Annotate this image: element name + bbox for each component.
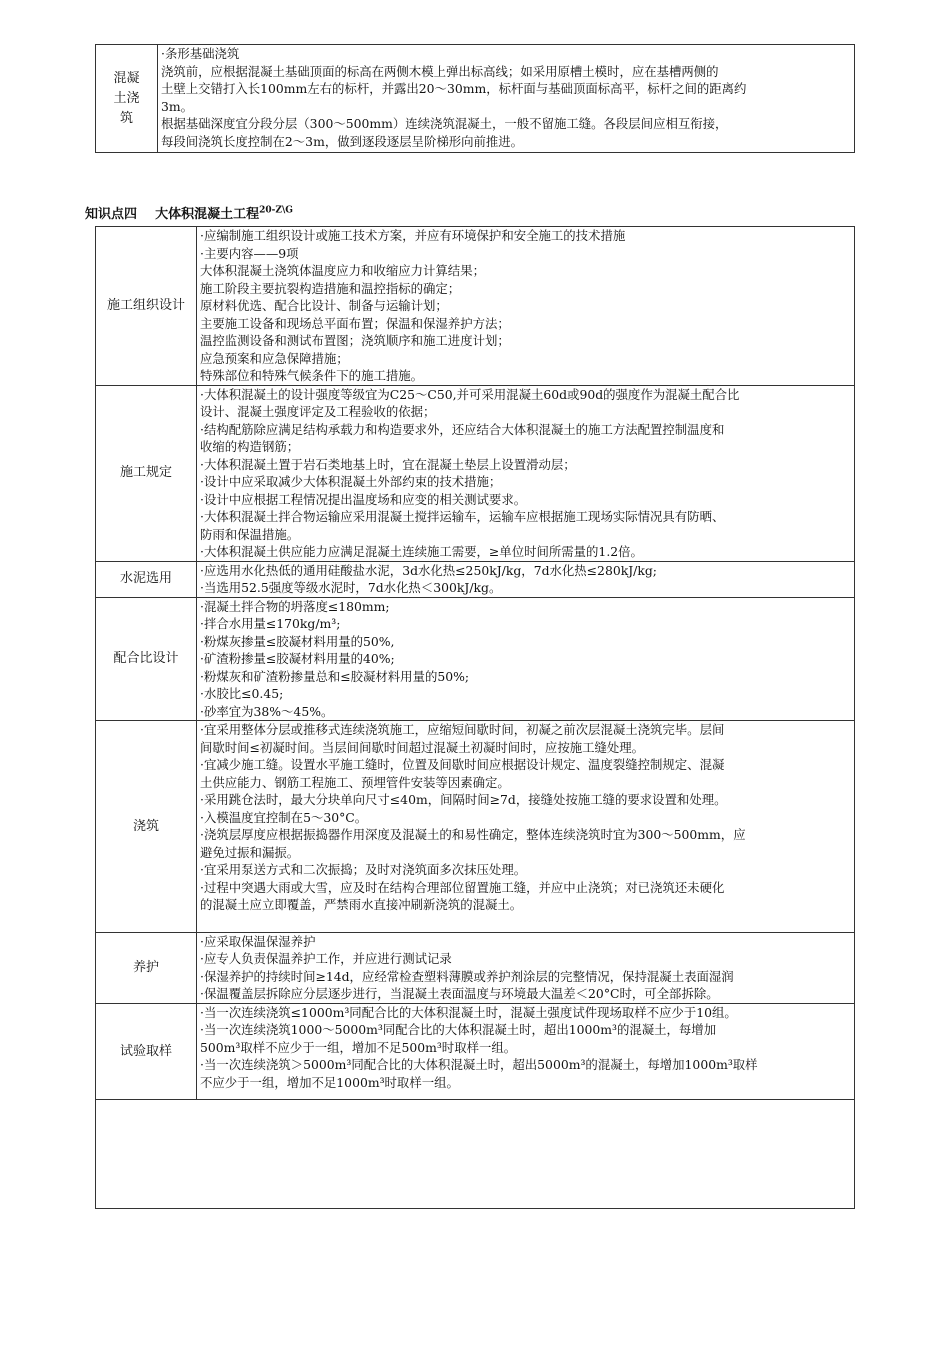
content-line: ·设计中应采取减少大体积混凝土外部约束的技术措施； bbox=[200, 474, 502, 489]
content-line: ·大体积混凝土拌合物运输应采用混凝土搅拌运输车，运输车应根据施工现场实际情况具有防晒、 bbox=[200, 509, 725, 524]
table-row bbox=[96, 385, 855, 561]
content-line: ·大体积混凝土供应能力应满足混凝土连续施工需要，≥单位时间所需量的1.2倍。 bbox=[200, 544, 643, 559]
row-label: 水泥选用 bbox=[96, 561, 197, 597]
content-line: 大体积混凝土浇筑体温度应力和收缩应力计算结果； bbox=[200, 263, 485, 278]
row-content bbox=[197, 721, 855, 933]
content-line: ·粉煤灰掺量≤胶凝材料用量的50%, bbox=[200, 633, 395, 649]
row-label: 试验取样 bbox=[96, 1003, 197, 1100]
content-line: ·大体积混凝土的设计强度等级宜为C25～C50,并可采用混凝土60d或90d的强度作为混凝土配合比 bbox=[200, 386, 740, 402]
content-line: 土供应能力、钢筋工程施工、预埋管件安装等因素确定。 bbox=[200, 774, 510, 790]
row-content bbox=[197, 1003, 855, 1100]
content-line: ·拌合水用量≤170kg/m³; bbox=[200, 616, 341, 631]
content-line: ·水胶比≤0.45; bbox=[200, 686, 284, 701]
row-content bbox=[158, 45, 855, 153]
content-line: 土壁上交错打入长100mm左右的标杆，并露出20～30mm，标杆面与基础顶面标高平，标杆之间的距离约 bbox=[161, 81, 747, 96]
content-line: 特殊部位和特殊气候条件下的施工措施。 bbox=[200, 368, 424, 383]
top-table bbox=[95, 44, 855, 153]
blank-cell bbox=[96, 1100, 855, 1209]
content-line: ·矿渣粉掺量≤胶凝材料用量的40%; bbox=[200, 651, 395, 666]
content-line: 应急预案和应急保障措施； bbox=[200, 350, 349, 366]
table-row bbox=[96, 1003, 855, 1100]
row-content bbox=[197, 597, 855, 721]
content-line: ·保湿养护的持续时间≥14d，应经常检查塑料薄膜或养护剂涂层的完整情况，保持混凝土表面湿润 bbox=[200, 968, 734, 984]
content-line: 避免过振和漏振。 bbox=[200, 844, 300, 860]
content-line: ·当一次连续浇筑≤1000m³同配合比的大体积混凝土时，混凝土强度试件现场取样不应少于10组。 bbox=[200, 1004, 737, 1020]
main-table bbox=[95, 226, 855, 1209]
content-line: ·条形基础浇筑 bbox=[161, 46, 240, 61]
section-heading bbox=[85, 203, 293, 222]
content-line: ·砂率宜为38%～45%。 bbox=[200, 703, 334, 719]
row-label: 混凝土浇筑 bbox=[96, 45, 158, 153]
content-line: 施工阶段主要抗裂构造措施和温控指标的确定； bbox=[200, 280, 461, 296]
content-line: ·宜采用整体分层或推移式连续浇筑施工，应缩短间歇时间，初凝之前次层混凝土浇筑完毕。层间 bbox=[200, 722, 725, 737]
heading-tag: 20-Z\G bbox=[259, 205, 293, 216]
content-line: ·粉煤灰和矿渣粉掺量总和≤胶凝材料用量的50%; bbox=[200, 668, 470, 684]
content-line: ·当一次连续浇筑＞5000m³同配合比的大体积混凝土时，超出5000m³的混凝土，每增加1000m³取样 bbox=[200, 1057, 758, 1072]
content-line: ·主要内容——9项 bbox=[200, 245, 299, 261]
content-line: 每段间浇筑长度控制在2～3m，做到逐段逐层呈阶梯形向前推进。 bbox=[161, 133, 524, 149]
row-content bbox=[197, 385, 855, 561]
content-line: 防雨和保温措施。 bbox=[200, 526, 300, 542]
content-line: ·结构配筋除应满足结构承载力和构造要求外，还应结合大体积混凝土的施工方法配置控制温度和 bbox=[200, 421, 725, 437]
content-line: ·设计中应根据工程情况提出温度场和应变的相关测试要求。 bbox=[200, 491, 527, 507]
table-row bbox=[96, 45, 855, 153]
content-line: 3m。 bbox=[161, 98, 194, 114]
content-line: ·采用跳仓法时，最大分块单向尺寸≤40m，间隔时间≥7d，接缝处按施工缝的要求设置和处理。 bbox=[200, 792, 727, 807]
table-row bbox=[96, 561, 855, 597]
content-line: 500m³取样不应少于一组，增加不足500m³时取样一组。 bbox=[200, 1039, 517, 1055]
table-row bbox=[96, 932, 855, 1003]
content-line: ·当一次连续浇筑1000～5000m³同配合比的大体积混凝土时，超出1000m³的混凝土，每增加 bbox=[200, 1022, 717, 1037]
content-line: ·大体积混凝土置于岩石类地基上时，宜在混凝土垫层上设置滑动层； bbox=[200, 456, 576, 472]
content-line: ·当选用52.5强度等级水泥时，7d水化热＜300kJ/kg。 bbox=[200, 580, 502, 595]
content-line: 设计、混凝土强度评定及工程验收的依据； bbox=[200, 404, 436, 419]
content-line: ·保温覆盖层拆除应分层逐步进行，当混凝土表面温度与环境最大温差＜20°C时，可全部拆除。 bbox=[200, 986, 719, 1001]
table-row bbox=[96, 227, 855, 386]
row-content bbox=[197, 561, 855, 597]
content-line: ·应采取保温保湿养护 bbox=[200, 933, 316, 949]
content-line: ·应编制施工组织设计或施工技术方案，并应有环境保护和安全施工的技术措施 bbox=[200, 228, 626, 243]
content-line: ·应专人负责保温养护工作，并应进行测试记录 bbox=[200, 951, 452, 966]
heading-prefix: 知识点四 bbox=[85, 207, 138, 222]
content-line: 收缩的构造钢筋； bbox=[200, 439, 300, 454]
content-line: 不应少于一组，增加不足1000m³时取样一组。 bbox=[200, 1074, 459, 1090]
table-row bbox=[96, 721, 855, 933]
content-line: 温控监测设备和测试布置图；浇筑顺序和施工进度计划； bbox=[200, 333, 510, 348]
content-line: 主要施工设备和现场总平面布置；保温和保湿养护方法； bbox=[200, 315, 510, 331]
row-label: 配合比设计 bbox=[96, 597, 197, 721]
content-line: ·宜减少施工缝。设置水平施工缝时，位置及间歇时间应根据设计规定、温度裂缝控制规定、混凝 bbox=[200, 757, 725, 772]
content-line: 根据基础深度宜分段分层（300～500mm）连续浇筑混凝土，一般不留施工缝。各段层间应相互衔接， bbox=[161, 116, 728, 131]
table-row bbox=[96, 597, 855, 721]
blank-row bbox=[96, 1100, 855, 1209]
row-content bbox=[197, 932, 855, 1003]
row-label: 浇筑 bbox=[96, 721, 197, 933]
content-line: 间歇时间≤初凝时间。当层间间歇时间超过混凝土初凝时间时，应按施工缝处理。 bbox=[200, 739, 645, 755]
content-line: ·过程中突遇大雨或大雪，应及时在结构合理部位留置施工缝，并应中止浇筑；对已浇筑还未硬化 bbox=[200, 879, 725, 895]
content-line: 的混凝土应立即覆盖，严禁雨水直接冲刷新浇筑的混凝土。 bbox=[200, 897, 523, 912]
content-line: ·混凝土拌合物的坍落度≤180mm; bbox=[200, 598, 390, 614]
content-line: ·入模温度宜控制在5～30°C。 bbox=[200, 809, 368, 825]
content-line: ·浇筑层厚度应根据振捣器作用深度及混凝土的和易性确定，整体连续浇筑时宜为300～500mm，应 bbox=[200, 827, 746, 842]
row-label: 施工组织设计 bbox=[96, 227, 197, 386]
row-label: 养护 bbox=[96, 932, 197, 1003]
row-content bbox=[197, 227, 855, 386]
heading-title: 大体积混凝土工程 bbox=[155, 207, 260, 222]
content-line: 浇筑前，应根据混凝土基础顶面的标高在两侧木模上弹出标高线；如采用原槽土模时，应在基槽两侧的 bbox=[161, 63, 719, 79]
content-line: ·宜采用泵送方式和二次振捣；及时对浇筑面多次抹压处理。 bbox=[200, 862, 527, 877]
content-line: 原材料优选、配合比设计、制备与运输计划； bbox=[200, 298, 448, 313]
row-label: 施工规定 bbox=[96, 385, 197, 561]
content-line: ·应选用水化热低的通用硅酸盐水泥，3d水化热≤250kJ/kg，7d水化热≤280kJ/kg; bbox=[200, 562, 657, 578]
